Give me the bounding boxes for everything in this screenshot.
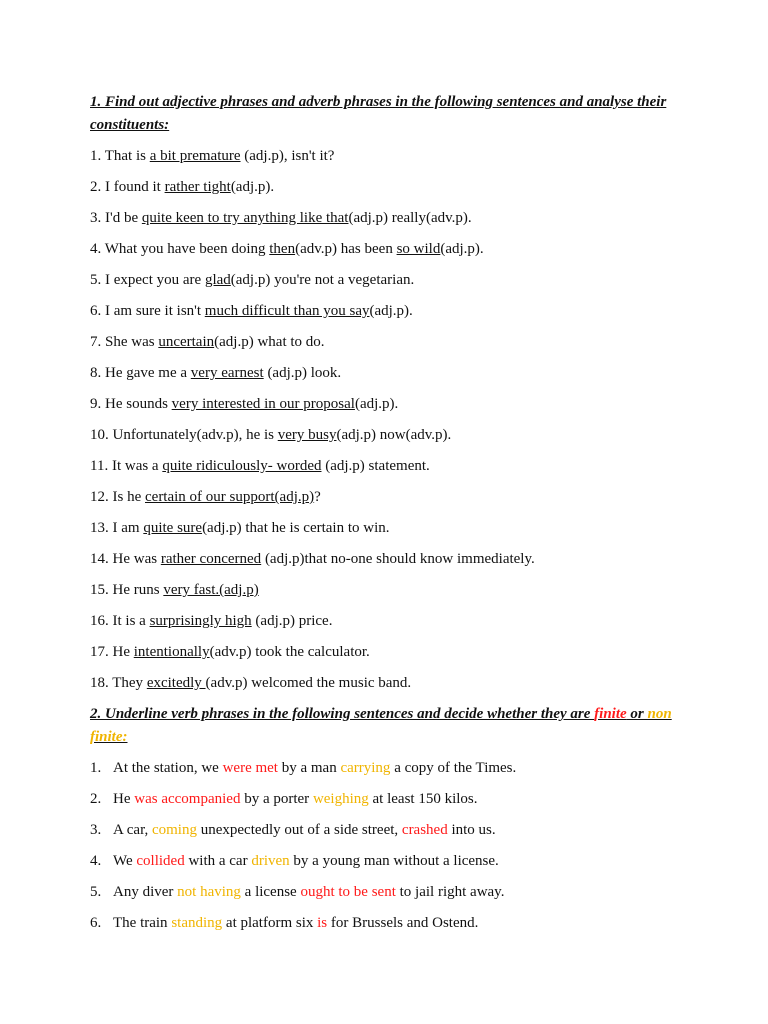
item-number: 3. (90, 822, 102, 838)
item-number: 2. (90, 791, 102, 807)
text-segment: at platform six (222, 915, 318, 931)
text-segment: 4. What you have been doing (90, 241, 270, 257)
non-finite-verb-phrase: not having (177, 884, 241, 900)
underlined-phrase: very interested in our proposal (171, 396, 355, 412)
section1-heading: 1. Find out adjective phrases and adverb phrases in the following sentences and analyse their constituents: (90, 94, 667, 133)
sentence-item (90, 331, 680, 354)
sentence-item (90, 362, 680, 385)
finite-verb-phrase: is (317, 915, 328, 931)
non-finite-label: non finite: (90, 706, 672, 745)
text-segment: by a young man without a license. (289, 853, 499, 869)
underlined-phrase: certain of our support(adj.p) (145, 489, 315, 505)
sentence-item (90, 579, 680, 602)
item-number: 5. (90, 884, 102, 900)
text-segment: (adj.p). (440, 241, 484, 257)
underlined-phrase: quite sure (143, 520, 203, 536)
text-segment: 9. He sounds (90, 396, 172, 412)
underlined-phrase: rather tight (164, 179, 231, 195)
underlined-phrase: quite keen to try anything like that (141, 210, 349, 226)
sentence-item (90, 207, 680, 230)
text-segment: 6. I am sure it isn't (90, 303, 205, 319)
sentence-item (90, 300, 680, 323)
text-segment: (adj.p) that he is certain to win. (202, 520, 390, 536)
text-segment: 7. She was (90, 334, 159, 350)
text-segment: Any diver (113, 884, 178, 900)
text-segment: 5. I expect you are (90, 272, 205, 288)
section1-sentence-list (90, 145, 680, 695)
text-segment: (adj.p) statement. (321, 458, 430, 474)
text-segment: at least 150 kilos. (368, 791, 478, 807)
finite-verb-phrase: crashed (401, 822, 448, 838)
verb-sentence-item (90, 912, 680, 935)
text-segment: by a porter (240, 791, 313, 807)
text-segment: 2. I found it (90, 179, 165, 195)
sentence-item (90, 145, 680, 168)
heading-segment: or (626, 706, 648, 722)
text-segment: 8. He gave me a (90, 365, 191, 381)
text-segment: We (113, 853, 137, 869)
text-segment: (adj.p). (354, 396, 399, 412)
section2-heading (90, 703, 680, 749)
text-segment: 18. They (90, 675, 147, 691)
text-segment: 15. He runs (90, 582, 164, 598)
sentence-item (90, 610, 680, 633)
non-finite-verb-phrase: carrying (340, 760, 391, 776)
verb-sentence-item (90, 788, 680, 811)
sentence-item (90, 176, 680, 199)
verb-sentence-item (90, 757, 680, 780)
underlined-phrase: a bit premature (149, 148, 241, 164)
underlined-phrase: intentionally (133, 644, 210, 660)
sentence-item (90, 238, 680, 261)
text-segment: with a car (184, 853, 252, 869)
underlined-phrase: very busy (277, 427, 337, 443)
text-segment: (adj.p), isn't it? (240, 148, 335, 164)
text-segment: (adj.p). (369, 303, 413, 319)
sentence-item (90, 455, 680, 478)
sentence-item (90, 548, 680, 571)
underlined-phrase: glad (204, 272, 231, 288)
sentence-item (90, 672, 680, 695)
text-segment: 14. He was (90, 551, 161, 567)
text-segment: 1. That is (90, 148, 150, 164)
text-segment: (adj.p) now(adv.p). (336, 427, 452, 443)
text-segment: a copy of the Times. (390, 760, 517, 776)
text-segment: (adj.p) what to do. (214, 334, 325, 350)
finite-label: finite (594, 706, 627, 722)
text-segment: (adj.p) price. (251, 613, 333, 629)
finite-verb-phrase: were met (222, 760, 278, 776)
underlined-phrase: quite ridiculously- worded (162, 458, 322, 474)
underlined-phrase: very earnest (190, 365, 264, 381)
non-finite-verb-phrase: weighing (312, 791, 369, 807)
sentence-item (90, 269, 680, 292)
underlined-phrase: rather concerned (160, 551, 262, 567)
text-segment: a license (240, 884, 301, 900)
text-segment: for Brussels and Ostend. (327, 915, 479, 931)
text-segment: (adv.p) has been (295, 241, 397, 257)
text-segment: (adj.p) look. (263, 365, 342, 381)
text-segment: The train (113, 915, 172, 931)
sentence-item (90, 393, 680, 416)
underlined-phrase: very fast.(adj.p) (163, 582, 259, 598)
finite-verb-phrase: ought to be sent (300, 884, 396, 900)
text-segment: A car, (113, 822, 152, 838)
text-segment: (adv.p) took the calculator. (209, 644, 370, 660)
heading-segment: 2. Underline verb phrases in the following sentences and decide whether they are (90, 706, 595, 722)
text-segment: 11. It was a (90, 458, 163, 474)
underlined-phrase: excitedly (146, 675, 206, 691)
underlined-phrase: uncertain (158, 334, 215, 350)
text-segment: (adj.p) you're not a vegetarian. (230, 272, 415, 288)
text-segment: 16. It is a (90, 613, 150, 629)
text-segment: into us. (447, 822, 496, 838)
finite-verb-phrase: was accompanied (134, 791, 241, 807)
text-segment: At the station, we (113, 760, 223, 776)
text-segment: 13. I am (90, 520, 144, 536)
item-number: 4. (90, 853, 102, 869)
sentence-item (90, 486, 680, 509)
text-segment: 12. Is he (90, 489, 145, 505)
non-finite-verb-phrase: standing (171, 915, 223, 931)
section2-sentence-list (90, 757, 680, 935)
item-number: 6. (90, 915, 102, 931)
text-segment: by a man (277, 760, 341, 776)
text-segment: He (113, 791, 135, 807)
underlined-phrase: surprisingly high (149, 613, 252, 629)
document-body (90, 91, 680, 943)
text-segment: (adj.p) really(adv.p). (348, 210, 472, 226)
sentence-item (90, 641, 680, 664)
non-finite-verb-phrase: driven (251, 853, 290, 869)
text-segment: (adj.p)that no-one should know immediately. (261, 551, 535, 567)
verb-sentence-item (90, 850, 680, 873)
text-segment: (adj.p). (230, 179, 275, 195)
text-segment: unexpectedly out of a side street, (196, 822, 402, 838)
verb-sentence-item (90, 819, 680, 842)
underlined-phrase: then (269, 241, 296, 257)
underlined-phrase: much difficult than you say (204, 303, 370, 319)
text-segment: to jail right away. (395, 884, 505, 900)
text-segment: 17. He (90, 644, 134, 660)
text-segment: (adv.p) welcomed the music band. (205, 675, 412, 691)
finite-verb-phrase: collided (136, 853, 185, 869)
text-segment: ? (314, 489, 321, 505)
verb-sentence-item (90, 881, 680, 904)
sentence-item (90, 517, 680, 540)
text-segment: 10. Unfortunately(adv.p), he is (90, 427, 278, 443)
text-segment: 3. I'd be (90, 210, 142, 226)
underlined-phrase: so wild (396, 241, 441, 257)
sentence-item (90, 424, 680, 447)
item-number: 1. (90, 760, 102, 776)
non-finite-verb-phrase: coming (151, 822, 197, 838)
